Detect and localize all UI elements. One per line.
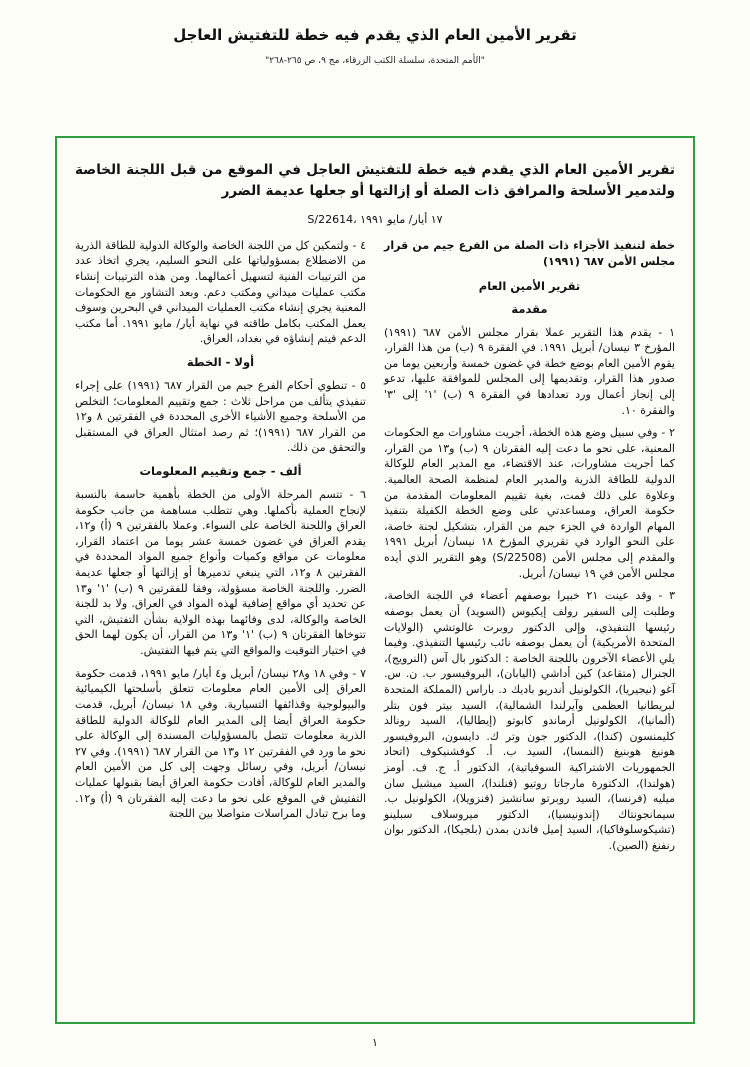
document-title: تقرير الأمين العام الذي يقدم فيه خطة للتفتيش العاجل في الموقع من قبل اللجنة الخاصة ولتدمير الأسلحة والمرافق ذات الصلة أو إزالتها أو جعلها عديمة الضرر [75, 161, 675, 200]
header-subtitle: "الأمم المتحدة، سلسلة الكتب الزرقاء، مج ٩، ص ٢٦٥-٢٦٨" [265, 55, 485, 66]
introduction-heading: مقدمة [511, 301, 548, 316]
paragraph-1: ١ - يقدم هذا التقرير عملا بقرار مجلس الأمن ٦٨٧ (١٩٩١) المؤرخ ٣ نيسان/ أبريل ١٩٩١. في الفقرة ٩ (ب) من هذا القرار، يقوم الأمين العام بوضع خطة في غضون خمسة وأربعين يوما من صدور هذا القرار، وتقديمها إلى المجلس للموافقة عليها، تدعو إلى إنجاز أعمال ورد تعدادها في الفقرة ٩ (ب) '١' إلى '٣' والفقرة ١٠. [384, 325, 675, 417]
paragraph-6: ٦ - تتسم المرحلة الأولى من الخطة بأهمية حاسمة بالنسبة لإنجاح العملية بأكملها. وهي تتطلب مساهمة من جانب حكومة العراق واللجنة الخاصة على السواء. وعملا بالفقرتين ٩ (أ) و١٢، يقدم العراق في غضون خمسة عشر يوما من اعتماد القرار، معلومات عن مواقع وكميات وأنواع جميع المواد المحددة في الفقرتين ٨ و١٢، التي ينبغي تدميرها أو إزالتها أو جعلها عديمة الضرر. واللجنة الخاصة مسؤولة، وفقا للفقرتين ٩ (ب) '١' و١٣ عن تحديد أي مواقع إضافية لهذه المواد في العراق. ولا بد للجنة الخاصة والوكالة، لدى وفائهما بهذه الولاية بشأن التفتيش، التي تتوخاها الفقرتان ٩ (ب) '١' و١٣ من القرار، أن يكون لهما الحق في اختيار التوقيت والمواقع التي يتم فيها التفتيش. [75, 488, 367, 658]
report-heading: تقرير الأمين العام [478, 278, 581, 293]
paragraph-4: ٤ - ولتمكين كل من اللجنة الخاصة والوكالة الدولية للطاقة الذرية من الاضطلاع بمسؤولياتها على النحو السليم، يجري اتخاذ عدد من الترتيبات الفنية لتسهيل أعمالهما. ومن هذه الترتيبات إنشاء مكتب عمليات ميداني ومكتب دعم. وبعد التشاور مع الحكومات المعنية يجري إنشاء مكتب العمليات الميداني في البحرين وسوف يعمل المكتب بكامل طاقته في نهاية أيار/ مايو ١٩٩١. أما مكتب الدعم فيتم إنشاؤه في بغداد، العراق. [75, 238, 366, 346]
page-header [0, 0, 750, 66]
paragraph-5: ٥ - تنطوي أحكام الفرع جيم من القرار ٦٨٧ (١٩٩١) على إجراء تنفيذي يتألف من مراحل ثلاث : جمع وتقييم المعلومات؛ التخلص من الأسلحة وجميع الأشياء الأخرى المحددة في الفقرتين ٨ و١٢ من القرار ٦٨٧ (١٩٩١)؛ ثم رصد امتثال العراق في المستقبل والتحقق من ذلك. [75, 378, 367, 455]
column-right [384, 238, 675, 861]
page-number: ١ [372, 1035, 378, 1049]
paragraph-3: ٣ - وقد عينت ٢١ خبيرا بوصفهم أعضاء في اللجنة الخاصة، وطلبت إلى السفير رولف إيكيوس (السويد) أن يعمل بوصفه رئيسها التنفيذي، وإلى الدكتور روبرت غالوتشي (الولايات المتحدة الأمريكية) أن يعمل بوصفه نائب رئيسها التنفيذي. وفيما يلي الأعضاء الآخرون باللجنة الخاصة : الدكتور بال آس (النرويج)، الجنرال (متقاعد) كين أداشي (اليابان)، البروفيسور ب. ن. س. آغو (نيجيريا)، الكولونيل أندريو باديك د. باراس (المملكة المتحدة لبريطانيا العظمى وآيرلندا الشمالية)، السيد بيتر فون بتلر (ألمانيا)، الكولونيل أرماندو كابوتو (إيطاليا)، السيد رونالد كليمنسون (كندا)، الدكتور جون وتر ك. دايسون، البروفيسور هونيغ هوبنيغ (النمسا)، السيد ب. أ. كوفشنيكوف (اتحاد الجمهوريات الاشتراكية السوفياتية)، الدكتور أ. ج. ف. أومز (هولندا)، الدكتورة مارجاتا روتيو (فنلندا)، السيد ميشيل سان ميليه (فرنسا)، السيد روبرتو سانشيز (فنزويلا)، الكولونيل ب. سيمانجونتاك (إندونيسيا)، الدكتور ميروسلاف سبلينو (تشيكوسلوفاكيا)، السيد إميل فاندن بمدن (بلجيكا)، الدكتور بوان رنفنغ (الصين). [384, 589, 675, 853]
column-left [75, 238, 366, 861]
green-border-frame [55, 136, 695, 1024]
paragraph-7: ٧ - وفي ١٨ و٢٨ نيسان/ أبريل و٤ أيار/ مايو ١٩٩١، قدمت حكومة العراق إلى الأمين العام معلومات تتعلق بأسلحتها الكيميائية والبيولوجية وقذائفها التسيارية. وفي ١٨ نيسان/ أبريل، قدمت حكومة العراق أيضا إلى المدير العام للوكالة الدولية للطاقة الذرية معلومات تتصل بالمسؤوليات المسندة إلى الوكالة على نحو ما ورد في الفقرتين ١٢ و١٣ من القرار ٦٨٧ (١٩٩١). وفي ٢٧ نيسان/ أبريل، وفي رسائل وجهت إلى كل من الأمين العام والمدير العام للوكالة، أفادت حكومة العراق أيضا بقبولها عمليات التفتيش في الموقع على نحو ما دعت إليه الفقرتان ٩ (أ) و١٢. وما برح تبادل المراسلات متواصلا بين اللجنة [75, 666, 367, 821]
document-reference: S/22614، ١٧ أيار/ مايو ١٩٩١ [307, 212, 443, 226]
header-title: تقرير الأمين العام الذي يقدم فيه خطة للتفتيش العاجل [173, 26, 577, 44]
two-column-body [75, 238, 675, 861]
paragraph-2: ٢ - وفي سبيل وضع هذه الخطة، أجريت مشاورات مع الحكومات المعنية، على نحو ما دعت إليه الفقرتان ٩ (ب) و١٣ من القرار، كما أجريت مشاورات، عند الاقتضاء، مع المدير العام للوكالة الدولية للطاقة الذرية والمدير العام لمنظمة الصحة العالمية. وعلاوة على ذلك قمت، بغية تقييم المعلومات المقدمة من حكومة العراق، ومساعدتي على وضع الخطة الكفيلة بتنفيذ المهام الواردة في الجزء جيم من القرار، بتشكيل لجنة خاصة، على النحو الوارد في تقريري المؤرخ ١٨ نيسان/ أبريل ١٩٩١ والمقدم إلى مجلس الأمن (S/22508) وهو التقرير الذي أيده مجلس الأمن في ١٩ نيسان/ أبريل. [384, 426, 675, 580]
section-one-heading: أولا - الخطة [186, 354, 255, 369]
section-alif-heading: ألف - جمع وتقييم المعلومات [139, 464, 302, 478]
plan-heading: خطة لتنفيذ الأجزاء ذات الصلة من الفرع جيم من قرار مجلس الأمن ٦٨٧ (١٩٩١) [384, 238, 675, 268]
